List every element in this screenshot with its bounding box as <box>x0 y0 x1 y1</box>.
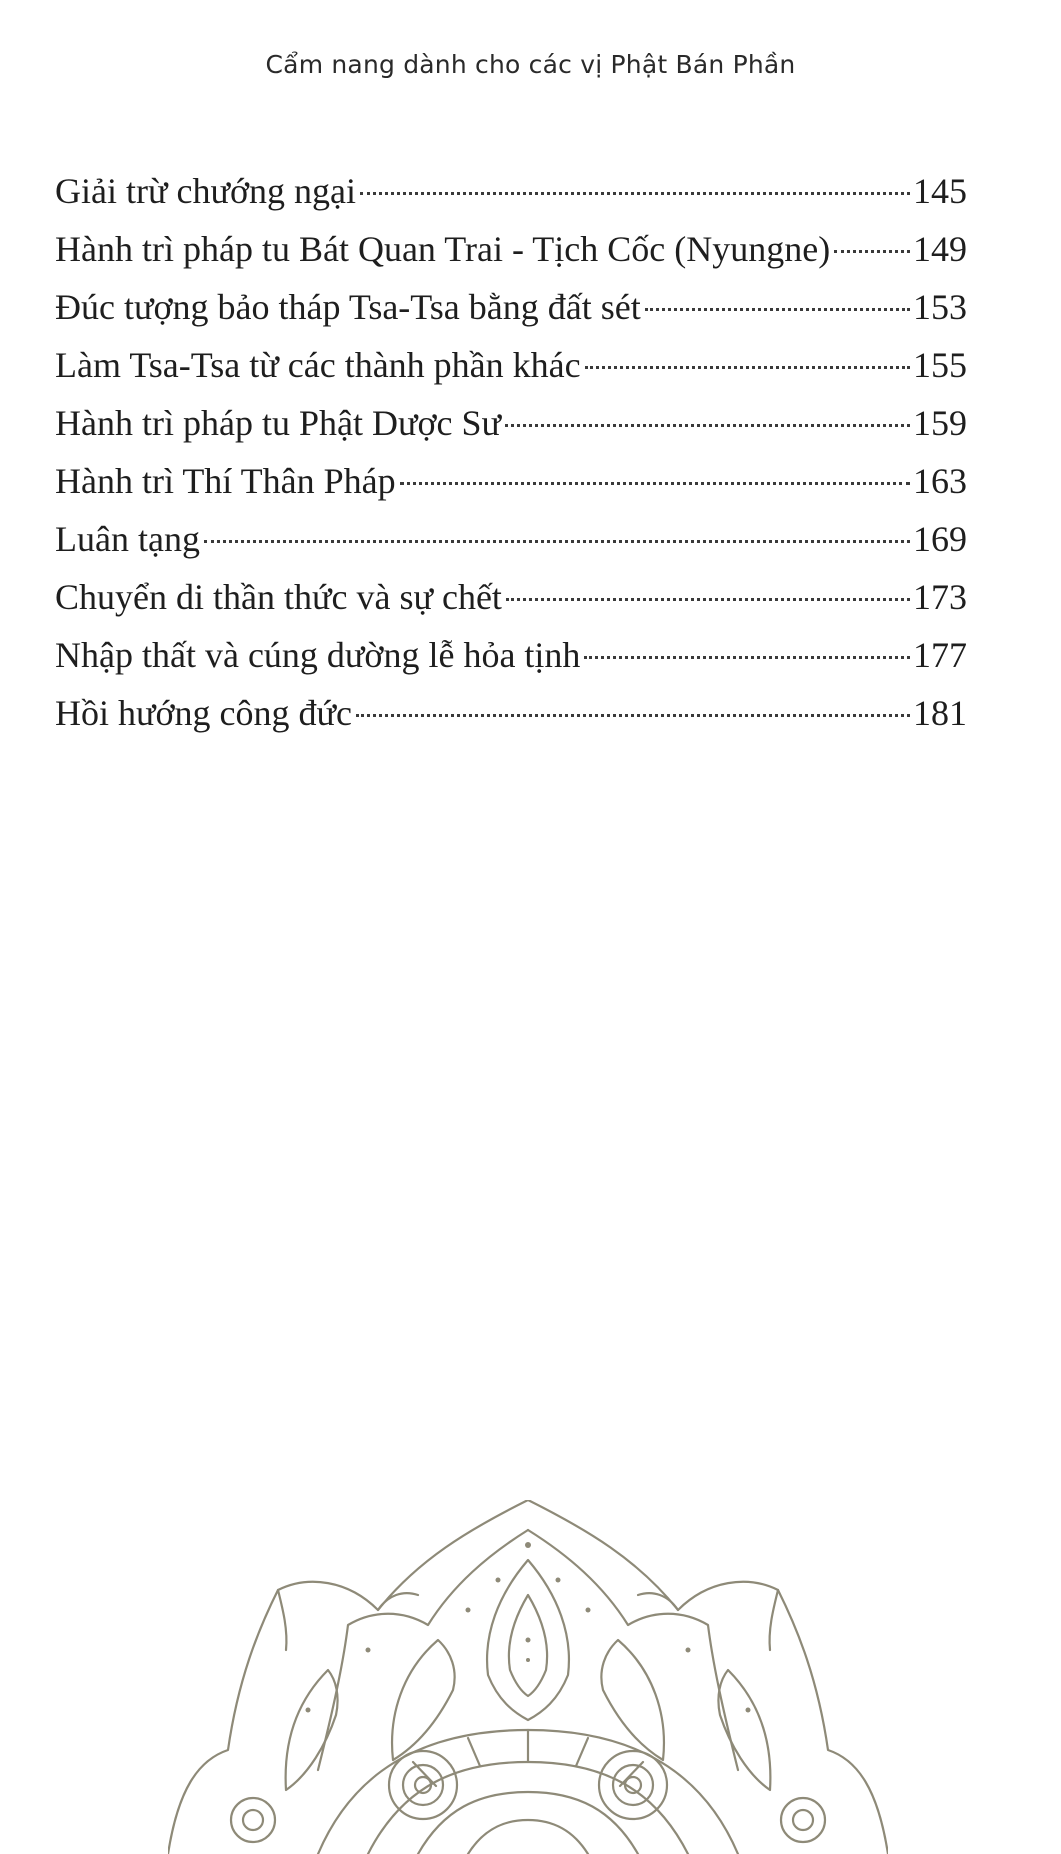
toc-entry-title: Chuyển di thần thức và sự chết <box>55 577 502 617</box>
toc-entry-page: 177 <box>913 635 967 675</box>
toc-entry-title: Đúc tượng bảo tháp Tsa-Tsa bằng đất sét <box>55 287 641 327</box>
toc-entry-page: 153 <box>913 287 967 327</box>
toc-entry-title: Nhập thất và cúng dường lễ hỏa tịnh <box>55 635 581 675</box>
toc-leader-dots <box>645 308 910 311</box>
toc-entry-title: Làm Tsa-Tsa từ các thành phần khác <box>55 345 581 385</box>
toc-entry-page: 149 <box>913 229 967 269</box>
toc-entry <box>55 568 967 626</box>
toc-entry <box>55 220 967 278</box>
toc-leader-dots <box>204 540 910 543</box>
toc-entry-page: 145 <box>913 171 967 211</box>
toc-leader-dots <box>505 424 910 427</box>
toc-leader-dots <box>584 656 910 659</box>
toc-entry-title: Hành trì pháp tu Bát Quan Trai - Tịch Cốc (Nyungne) <box>55 229 831 269</box>
toc-entry-title: Hồi hướng công đức <box>55 693 353 733</box>
toc-leader-dots <box>400 482 910 485</box>
toc-entry-page: 163 <box>913 461 967 501</box>
toc-leader-dots <box>834 250 910 253</box>
toc-entry-page: 181 <box>913 693 967 733</box>
lotus-mandala-icon <box>168 1500 888 1854</box>
toc-entry <box>55 278 967 336</box>
toc-entry-page: 173 <box>913 577 967 617</box>
table-of-contents <box>55 162 967 742</box>
toc-entry <box>55 452 967 510</box>
running-header: Cẩm nang dành cho các vị Phật Bán Phần <box>265 50 796 79</box>
toc-entry-page: 159 <box>913 403 967 443</box>
toc-entry-title: Hành trì pháp tu Phật Dược Sư <box>55 403 502 443</box>
toc-leader-dots <box>360 192 910 195</box>
toc-entry <box>55 394 967 452</box>
toc-leader-dots <box>585 366 910 369</box>
toc-leader-dots <box>506 598 910 601</box>
toc-entry-title: Hành trì Thí Thân Pháp <box>55 461 396 501</box>
toc-entry <box>55 626 967 684</box>
toc-entry-title: Luân tạng <box>55 519 200 559</box>
toc-entry <box>55 510 967 568</box>
toc-entry <box>55 684 967 742</box>
toc-entry <box>55 162 967 220</box>
toc-entry-page: 155 <box>913 345 967 385</box>
toc-leader-dots <box>356 714 910 717</box>
toc-entry-title: Giải trừ chướng ngại <box>55 171 356 211</box>
toc-entry <box>55 336 967 394</box>
toc-entry-page: 169 <box>913 519 967 559</box>
